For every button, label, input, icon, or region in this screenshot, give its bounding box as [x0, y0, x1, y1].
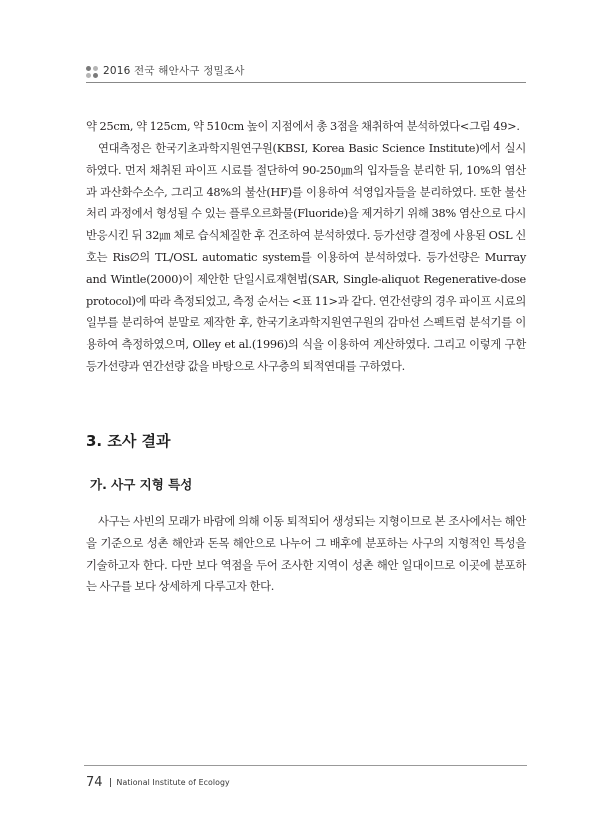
publisher-name: National Institute of Ecology: [116, 778, 230, 787]
page-number: 74: [86, 775, 103, 790]
header-divider: [86, 82, 526, 83]
page-footer: [86, 772, 230, 792]
running-header: [86, 60, 526, 90]
subsection-title: 가. 사구 지형 특성: [90, 477, 193, 492]
section-title: 3. 조사 결과: [86, 432, 171, 450]
body-paragraph-3: 사구는 사빈의 모래가 바람에 의해 이동 퇴적되어 생성되는 지형이므로 본 조사에서는 해안을 기준으로 성촌 해안과 돈목 해안으로 나누어 그 배후에 분포하는 사구의 지형적인 특성을 기술하고자 한다. 다만 보다 역점을 두어 조사한 지역이 성촌 해안 일대이므로 이곳에 분포하는 사구를 보다 상세하게 다루고자 한다.: [86, 515, 526, 594]
body-paragraph-1: 약 25cm, 약 125cm, 약 510cm 높이 지점에서 총 3점을 채취하여 분석하였다<그림 49>.: [86, 120, 520, 133]
footer-divider: [84, 765, 527, 766]
body-paragraph-2: 연대측정은 한국기초과학지원연구원(KBSI, Korea Basic Science Institute)에서 실시하였다. 먼저 채취된 파이프 시료를 절단하여 90-250㎛의 입자들을 분리한 뒤, 10%의 염산과 과산화수소수, 그리고 48%의 불산(HF)를 이용하여 석영입자들을 분리하였다. 또한 불산 처리 과정에서 형성될 수 있는 플루오르화물(Fluoride)을 제거하기 위해 38% 염산으로 다시 반응시킨 뒤 32㎛ 체로 습식체질한 후 건조하여 분석하였다. 등가선량 결정에 사용된 OSL 신호는 Ris∅의 TL/OSL automatic system를 이용하여 분석하였다. 등가선량은 Murray and Wintle(2000)이 제안한 단일시료재현법(SAR, Single-aliquot Regenerative-dose protocol)에 따라 측정되었고, 측정 순서는 <표 11>과 같다. 연간선량의 경우 파이프 시료의 일부를 분리하여 분말로 제작한 후, 한국기초과학지원연구원의 감마선 스펙트럼 분석기를 이용하여 측정하였으며, Olley et al.(1996)의 식을 이용하여 계산하였다. 그리고 이렇게 구한 등가선량과 연간선량 값을 바탕으로 사구층의 퇴적연대를 구하였다.: [86, 142, 526, 373]
header-bullet-icon: [86, 66, 98, 78]
footer-separator: [110, 778, 111, 787]
header-title: 2016 전국 해안사구 정밀조사: [103, 65, 245, 77]
